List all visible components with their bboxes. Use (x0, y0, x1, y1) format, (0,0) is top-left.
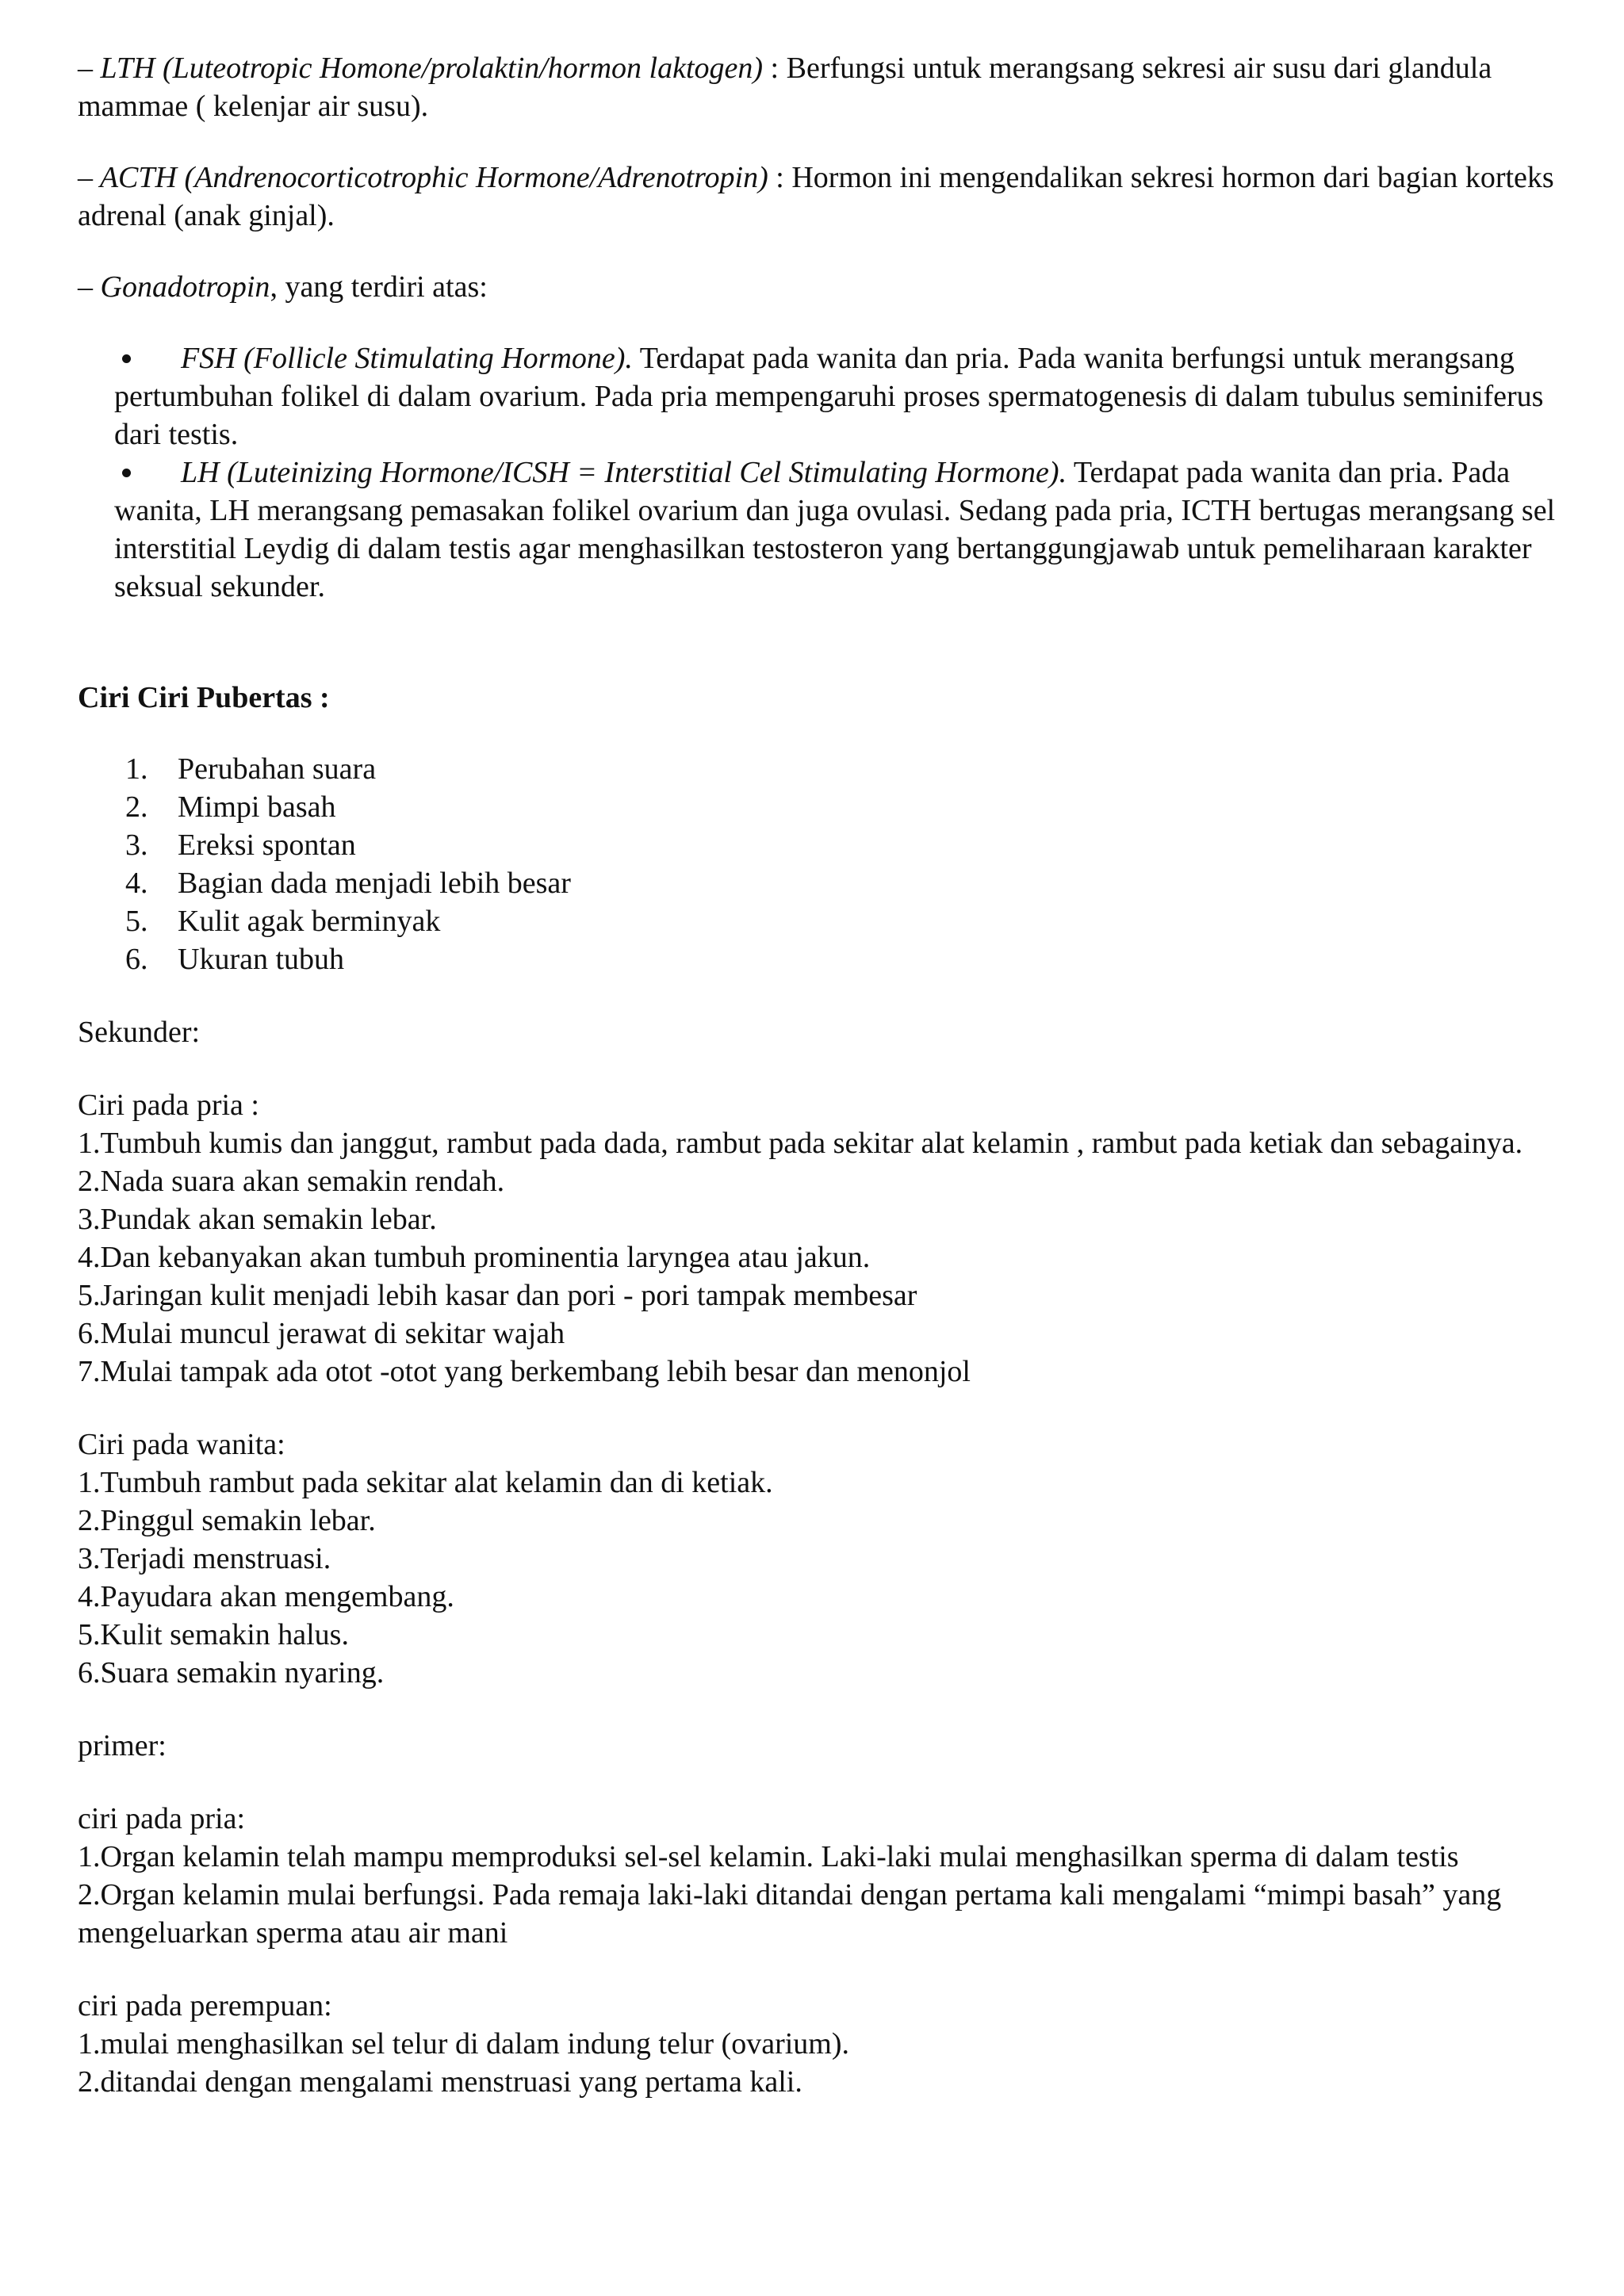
primer-perempuan-block (78, 1987, 1584, 2101)
list-item: 5.Jaringan kulit menjadi lebih kasar dan pori - pori tampak membesar (78, 1279, 917, 1312)
block-title: Ciri pada wanita: (78, 1428, 285, 1461)
list-item: 1. Perubahan suara (125, 752, 377, 786)
hormone-description: Terdapat pada wanita dan pria. Pada wanita berfungsi untuk merangsang pertumbuhan folikel di dalam ovarium. Pada pria mempengaruhi proses spermatogenesis di dalam tubulus seminiferus dari testis. (114, 342, 1544, 451)
block-title: Ciri pada pria : (78, 1089, 259, 1122)
list-item (78, 339, 1584, 453)
list-item: 2.Pinggul semakin lebar. (78, 1504, 376, 1537)
list-item: 1.Tumbuh rambut pada sekitar alat kelamin dan di ketiak. (78, 1466, 773, 1499)
list-item: 6.Suara semakin nyaring. (78, 1656, 385, 1689)
list-item: 5.Kulit semakin halus. (78, 1618, 349, 1651)
list-item: 6.Mulai muncul jerawat di sekitar wajah (78, 1317, 565, 1350)
list-item: 2.ditandai dengan mengalami menstruasi yang pertama kali. (78, 2065, 802, 2099)
list-item: 1.Tumbuh kumis dan janggut, rambut pada dada, rambut pada sekitar alat kelamin , rambut pada ketiak dan sebagainya. (78, 1127, 1523, 1160)
list-item: 2.Nada suara akan semakin rendah. (78, 1165, 505, 1198)
sekunder-label: Sekunder: (78, 1016, 201, 1049)
hormone-name: FSH (Follicle Stimulating Hormone). (181, 342, 633, 375)
hormone-acth (78, 159, 1584, 235)
block-title: ciri pada perempuan: (78, 1989, 332, 2022)
block-title: ciri pada pria: (78, 1802, 246, 1835)
list-item: 3.Pundak akan semakin lebar. (78, 1203, 437, 1236)
list-item: 5. Kulit agak berminyak (125, 905, 441, 938)
gonadotropin-intro: – Gonadotropin, yang terdiri atas: (78, 270, 488, 304)
bullet-icon (122, 354, 131, 363)
hormone-name: – LTH (Luteotropic Homone/prolaktin/hormon laktogen) (78, 52, 764, 85)
list-item: 2. Mimpi basah (125, 790, 336, 824)
list-item: 4.Payudara akan mengembang. (78, 1580, 454, 1613)
list-item: 3. Ereksi spontan (125, 828, 356, 862)
hormone-description: : Hormon ini mengendalikan sekresi hormon dari bagian korteks adrenal (anak ginjal). (78, 161, 1554, 232)
list-item: 4. Bagian dada menjadi lebih besar (125, 867, 571, 900)
primer-pria-block (78, 1800, 1584, 1952)
ciri-pubertas-list (78, 750, 1584, 978)
list-item: 3.Terjadi menstruasi. (78, 1542, 331, 1575)
document-page (78, 49, 1584, 2101)
sekunder-pria-block (78, 1086, 1584, 1391)
hormone-name: LH (Luteinizing Hormone/ICSH = Interstitial Cel Stimulating Hormone). (181, 456, 1067, 489)
list-item: 6. Ukuran tubuh (125, 943, 345, 976)
gonadotropin-list (78, 339, 1584, 606)
list-item (78, 453, 1584, 606)
list-item: 4.Dan kebanyakan akan tumbuh prominentia laryngea atau jakun. (78, 1241, 871, 1274)
section-heading: Ciri Ciri Pubertas : (78, 681, 330, 714)
hormone-description: : Berfungsi untuk merangsang sekresi air susu dari glandula mammae ( kelenjar air susu). (78, 52, 1492, 123)
list-item: 2.Organ kelamin mulai berfungsi. Pada remaja laki-laki ditandai dengan pertama kali mengalami “mimpi basah” yang mengeluarkan sperma atau air mani (78, 1878, 1502, 1950)
hormone-name: – ACTH (Andrenocorticotrophic Hormone/Adrenotropin) (78, 161, 768, 194)
primer-label: primer: (78, 1729, 167, 1762)
list-item: 1.Organ kelamin telah mampu memproduksi sel-sel kelamin. Laki-laki mulai menghasilkan sperma di dalam testis (78, 1840, 1459, 1873)
hormone-description: Terdapat pada wanita dan pria. Pada wanita, LH merangsang pemasakan folikel ovarium dan juga ovulasi. Sedang pada pria, ICTH bertugas merangsang sel interstitial Leydig di dalam testis agar menghasilkan testosteron yang bertanggungjawab untuk pemeliharaan karakter seksual sekunder. (114, 456, 1556, 603)
list-item: 7.Mulai tampak ada otot -otot yang berkembang lebih besar dan menonjol (78, 1355, 971, 1388)
hormone-lth (78, 49, 1584, 125)
gonadotropin-name: Gonadotropin (100, 270, 270, 304)
sekunder-wanita-block (78, 1425, 1584, 1692)
bullet-icon (122, 469, 131, 477)
list-item: 1.mulai menghasilkan sel telur di dalam indung telur (ovarium). (78, 2027, 849, 2061)
